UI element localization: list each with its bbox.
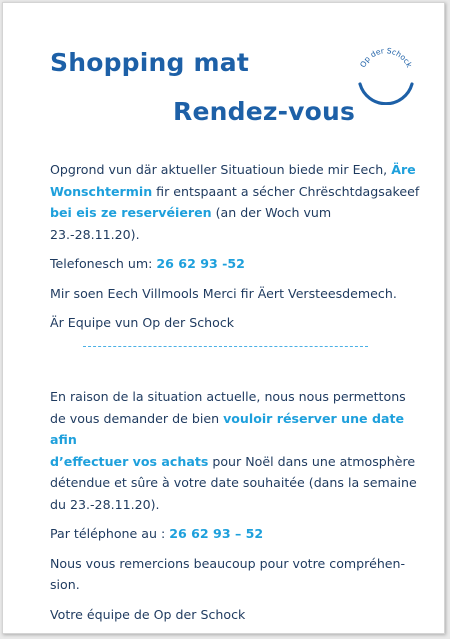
- fr-team: Votre équipe de Op der Schock: [50, 606, 246, 622]
- fr-intro-paragraph: [50, 386, 420, 515]
- lu-intro-text-1: Opgrond vun där aktueller Situatioun biede mir Eech,: [50, 162, 392, 177]
- lu-intro-text-3: (an der Woch vum 23.-28.11.20).: [50, 205, 332, 242]
- lu-phone-number: 26 62 93 -52: [156, 256, 245, 271]
- lu-highlight-1a: Äre: [391, 162, 416, 177]
- logo-text: Op der Schock: [358, 46, 414, 69]
- luxembourgish-section: [50, 159, 420, 342]
- fr-intro-text-4: détendue et sûre à votre date souhaitée (dans la semaine: [50, 475, 417, 490]
- lu-highlight-1b: Wonschtermin: [50, 183, 153, 199]
- title-line-1: Shopping mat: [50, 48, 250, 77]
- op-der-schock-logo: [355, 43, 417, 105]
- fr-highlight-2: d’effectuer vos achats: [50, 453, 209, 469]
- lu-phone-line: [50, 253, 420, 275]
- fr-phone-number: 26 62 93 – 52: [169, 526, 264, 541]
- lu-phone-label: Telefonesch um:: [50, 256, 157, 271]
- fr-phone-label: Par téléphone au :: [50, 526, 170, 541]
- fr-thanks: [50, 553, 420, 596]
- fr-thanks-line-1: Nous vous remercions beaucoup pour votre compréhen-: [50, 555, 406, 571]
- svg-text:Op der Schock: [358, 46, 414, 69]
- section-divider: [83, 346, 368, 347]
- fr-intro-text-1: En raison de la situation actuelle, nous nous permettons: [50, 389, 406, 404]
- lu-intro-text-2: fir entspaant a sécher Chrëschtdagsakeef: [152, 183, 420, 199]
- document-page: [2, 2, 445, 634]
- lu-intro-paragraph: [50, 159, 420, 245]
- lu-thanks: Mir soen Eech Villmools Merci fir Äert Versteesdemech.: [50, 285, 397, 301]
- lu-highlight-2: bei eis ze reservéieren: [50, 205, 212, 220]
- fr-intro-text-5: du 23.-28.11.20).: [50, 496, 160, 512]
- fr-highlight-1: vouloir réserver une date afin: [50, 410, 405, 447]
- title-line-2: Rendez-vous: [173, 97, 356, 126]
- french-section: [50, 386, 420, 633]
- fr-phone-line: [50, 523, 420, 545]
- fr-intro-text-2: de vous demander de bien: [50, 410, 224, 426]
- lu-team: Är Equipe vun Op der Schock: [50, 315, 235, 330]
- fr-intro-text-3: pour Noël dans une atmosphère: [208, 453, 416, 469]
- fr-thanks-line-2: sion.: [50, 577, 80, 592]
